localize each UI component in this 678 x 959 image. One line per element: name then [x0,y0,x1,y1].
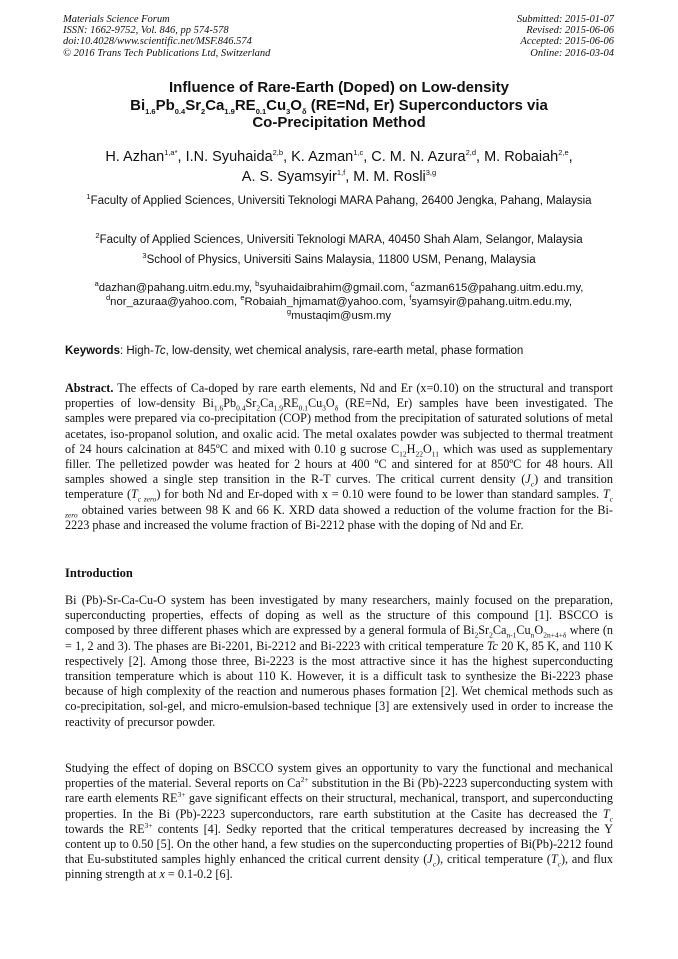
abstract: Abstract. The effects of Ca-doped by rare earth elements, Nd and Er (x=0.10) on the structural and transport properties of low-density $Bi_{1.6}Pb_{0.4}Sr_2Ca_{1.9}RE_{0.1}Cu_3O_\delta$ (RE=Nd, Er) samples have been investigated. The samples were prepared via co-precipitation (COP) method from the precipitation of saturated solutions of metal acetates, iso-propanol solution, and oxalic acid. The metal oxalates powder was subjected to thermal treatment of 24 hours calcination at 845ºC and mixed with 0.10 g sucrose $C_{12}H_{22}O_{11}$ which was used as supplementary filler. The pelletized powder was heated for 2 hours at 400 ºC and sintered for at 850ºC for 48 hours. All samples showed a single step transition in the R-T curves. The critical current density $(J_c)$ and transition temperature $(T_{c zero})$ for both Nd and Er-doped with x = 0.10 were found to be lower than standard samples. $T_{c zero}$ obtained varies between 98 K and 66 K. XRD data showed a reduction of the volume fraction for the Bi-2223 phase and increased the volume fraction of Bi-2212 phase with the doping of Nd and Er. [65,381,614,532]
title-formula: $Bi_{1.6}Pb_{0.4}Sr_2Ca_{1.9}RE_{0.1}Cu_3O_\delta$ [130,96,307,116]
issn-line: ISSN: 1662-9752, Vol. 846, pp 574-578 [63,25,229,37]
paper-title [60,79,618,132]
submitted-date: Submitted: 2015-01-07 [516,14,614,25]
email[interactable]: $^g$mustaqim@usm.my [286,307,392,322]
author: M. M. Rosli$^{3,g}$ [353,168,437,185]
email[interactable]: $^d$nor_azuraa@yahoo.com [105,293,235,308]
copyright-line: © 2016 Trans Tech Publications Ltd, Switzerland [63,47,271,59]
author: M. Robaiah$^{2,e}$ [484,148,569,165]
author-list: H. Azhan$^{1,a*}$, I.N. Syuhaida$^{2,b}$, K. Azman$^{1,c}$, C. M. N. Azura$^{2,d}$, M. Robaiah$^{2,e}$, A. S. Syamsyir$^{1,f}$, M. M. Rosli$^{3,g}$ [105,148,573,185]
keywords: Keywords: High-Tc, low-density, wet chemical analysis, rare-earth metal, phase formation [65,345,524,357]
journal-header-left [63,14,270,59]
email[interactable]: $^f$syamsyir@pahang.uitm.edu.my [409,293,569,308]
email[interactable]: $^a$dazhan@pahang.uitm.edu.my [94,279,249,294]
author: K. Azman$^{1,c}$ [291,148,364,165]
email[interactable]: $^b$syuhaidaibrahim@gmail.com [255,279,405,294]
doi-line: doi:10.4028/www.scientific.net/MSF.846.574 [63,36,252,48]
affiliation-2: $^2$Faculty of Applied Sciences, Universiti Teknologi MARA, 40450 Shah Alam, Selangor, Malaysia [95,231,583,246]
author: C. M. N. Azura$^{2,d}$ [371,148,476,165]
accepted-date: Accepted: 2015-06-06 [520,36,614,48]
journal-name: Materials Science Forum [63,14,170,25]
author: H. Azhan$^{1,a*}$ [105,148,178,165]
title-line-3: Co-Precipitation Method [252,114,426,131]
introduction-paragraph-2: Studying the effect of doping on BSCCO system gives an opportunity to vary the functional and mechanical properties of the material. Several reports on $Ca^{2+}$ substitution in the Bi (Pb)-2223 superconducting system with rare earth elements $RE^{3+}$ gave significant effects on their structural, mechanical, transport, and superconducting properties. In the Bi (Pb)-2223 superconductors, rare earth substitution at the Casite has decreased the $T_c$ towards the $RE^{3+}$ contents [4]. Sedky reported that the critical temperatures decreased by increasing the Y content up to 0.50 [5]. On the other hand, a few studies on the superconducting properties of Bi(Pb)-2212 found that Eu-substituted samples highly enhanced the critical current density $(J_c)$, critical temperature $(T_c)$, and flux pinning strength at x = 0.1-0.2 [6]. [65,761,614,882]
email-list: $^a$dazhan@pahang.uitm.edu.my, $^b$syuhaidaibrahim@gmail.com, $^c$azman615@pahang.uitm.edu.my, $^d$nor_azuraa@yahoo.com, $^e$Robaiah_hjmamat@yahoo.com, $^f$syamsyir@pahang.uitm.edu.my, $^g$mustaqim@usm.my [94,279,584,322]
general-formula: $Bi_2Sr_2Ca_{n-1}Cu_nO_{2n+4+\delta}$ [463,623,567,640]
revised-date: Revised: 2015-06-06 [526,25,614,37]
introduction-paragraph-1: Bi (Pb)-Sr-Ca-Cu-O system has been investigated by many researchers, mainly focused on the preparation, superconducting properties, effects of doping as well as the structure of this compound [1]. BSCCO is composed by three different phases which are expressed by a general formula of $Bi_2Sr_2Ca_{n-1}Cu_nO_{2n+4+\delta}$ where (n = 1, 2 and 3). The phases are Bi-2201, Bi-2212 and Bi-2223 with critical temperature Tc 20 K, 85 K, and 110 K respectively [2]. Among those three, Bi-2223 is the most attractive since it has the highest superconducting transition temperature which is about 110 K. However, it is a difficult task to synthesize the Bi-2223 phase because of high complexity of the reaction and numerous phases formation [2]. Wet chemical methods such as co-precipitation, sol-gel, and micro-emulsion-based technique [3] are extensively used in order to increase the reactivity of precursor powder. [65,593,613,729]
abstract-label: Abstract. [65,381,114,395]
affiliation-3: $^3$School of Physics, Universiti Sains Malaysia, 11800 USM, Penang, Malaysia [142,251,536,266]
keywords-label: Keywords [65,345,120,357]
author: A. S. Syamsyir$^{1,f}$ [241,168,346,185]
email[interactable]: $^c$azman615@pahang.uitm.edu.my [410,279,581,294]
journal-header-right [517,14,614,59]
online-date: Online: 2016-03-04 [530,47,614,59]
abstract-formula: $Bi_{1.6}Pb_{0.4}Sr_2Ca_{1.9}RE_{0.1}Cu_3O_\delta$ [202,396,339,413]
email[interactable]: $^e$Robaiah_hjmamat@yahoo.com [240,293,403,308]
introduction-heading: Introduction [65,566,133,580]
author: I.N. Syuhaida$^{2,b}$ [185,148,284,165]
title-line-1: Influence of Rare-Earth (Doped) on Low-density [168,79,509,96]
sucrose-formula: $C_{12}H_{22}O_{11}$ [391,441,439,459]
title-line-2: $Bi_{1.6}Pb_{0.4}Sr_2Ca_{1.9}RE_{0.1}Cu_3O_\delta$ (RE=Nd, Er) Superconductors via [130,96,548,116]
affiliation-1: $^1$Faculty of Applied Sciences, Universiti Teknologi MARA Pahang, 26400 Jengka, Pahang, Malaysia [86,192,592,207]
